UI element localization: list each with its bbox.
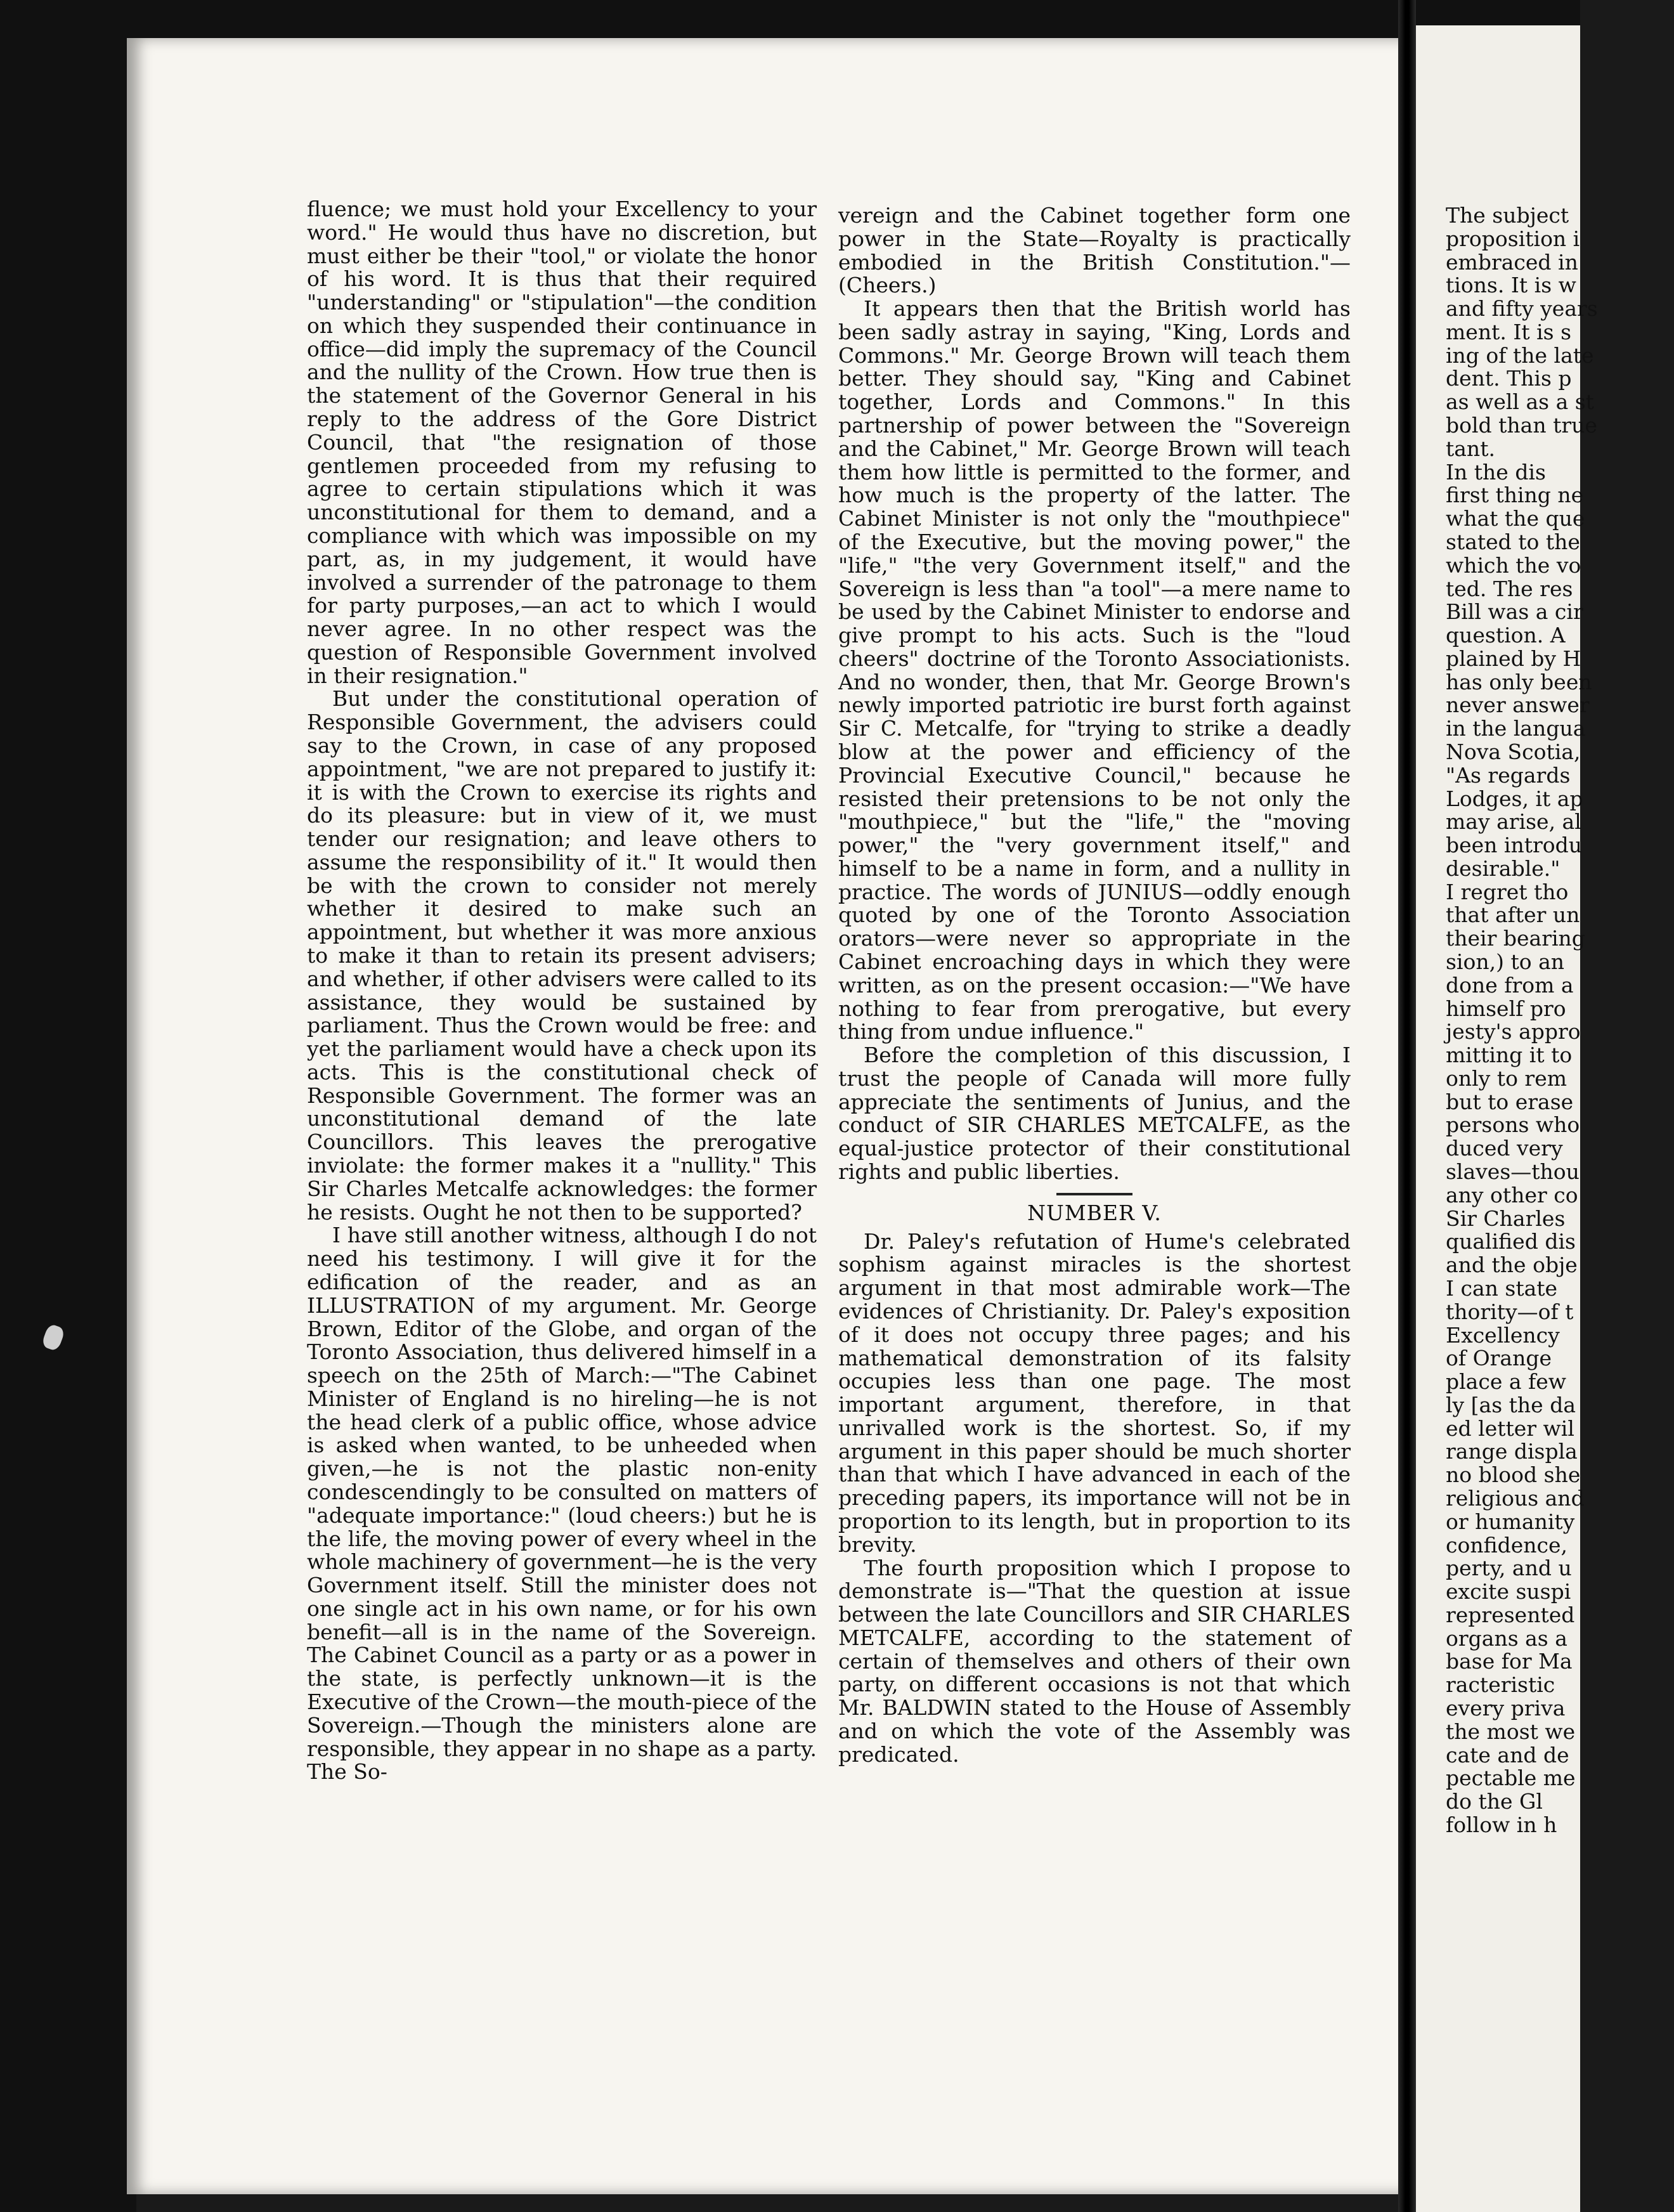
fragment-line: what the que	[1446, 506, 1585, 531]
fragment-line: duced very	[1446, 1136, 1563, 1161]
adjacent-page-column	[1446, 204, 1674, 1837]
fragment-line: as well as a st	[1446, 389, 1594, 415]
fragment-line: desirable."	[1446, 856, 1560, 881]
paragraph: Before the completion of this discussion, I trust the people of Canada will more fully appreciate the sentiments of Junius, and the conduct of SIR CHARLES METCALFE, as the equal-justice protector of their constitutional rights and public liberties.	[838, 1043, 1351, 1185]
fragment-line: of Orange	[1446, 1346, 1552, 1371]
fragment-line: racteristic	[1446, 1672, 1555, 1698]
fragment-line: every priva	[1446, 1696, 1566, 1721]
fragment-line: any other co	[1446, 1182, 1578, 1207]
fragment-line: excite suspi	[1446, 1579, 1571, 1604]
fragment-line: ted. The res	[1446, 576, 1573, 601]
fragment-line: only to rem	[1446, 1065, 1567, 1091]
fragment-line: tions. It is w	[1446, 273, 1576, 298]
fragment-line: embraced in	[1446, 249, 1578, 275]
fragment-line: religious and	[1446, 1485, 1585, 1511]
fragment-line: that after un	[1446, 902, 1580, 928]
fragment-line: bold than true	[1446, 413, 1597, 438]
fragment-line: cate and de	[1446, 1742, 1569, 1767]
fragment-line: question. A	[1446, 623, 1566, 648]
fragment-line: done from a	[1446, 972, 1574, 998]
fragment-line: may arise, al	[1446, 809, 1581, 835]
page-gutter	[1398, 0, 1416, 2212]
fragment-line: mitting it to	[1446, 1043, 1573, 1068]
paragraph: vereign and the Cabinet together form one power in the State—Royalty is practically embodied in the British Constitution."—(Cheers.)	[838, 203, 1351, 298]
scan-left-border	[0, 0, 136, 2212]
fragment-line: and fifty years	[1446, 296, 1598, 322]
fragment-line: follow in h	[1446, 1812, 1557, 1837]
fragment-line: confidence,	[1446, 1532, 1568, 1558]
fragment-line: never answer	[1446, 693, 1590, 718]
fragment-line: range displa	[1446, 1439, 1578, 1464]
fragment-line: Lodges, it ap	[1446, 786, 1583, 811]
fragment-line: in the langua	[1446, 716, 1586, 741]
paragraph: It appears then that the British world has been sadly astray in saying, "King, Lords and Commons." Mr. George Brown will teach them better. They should say, "King and Cabinet together, Lords and Commons." In this partnership of power between the "Sovereign and the Cabinet," Mr. George Brown will teach them how little is permitted to the former, and how much is the property of the latter. The Cabinet Minister is not only the "mouthpiece" of the Executive, but the moving power," the "life," "the very Government itself," and the Sovereign is less than "a tool"—a mere name to be used by the Cabinet Minister to endorse and give prompt to his acts. Such is the "loud cheers" doctrine of the Toronto Associationists. And no wonder, then, that Mr. George Brown's newly imported patriotic ire burst forth against Sir C. Metcalfe, for "trying to strike a deadly blow at the power and efficiency of the Provincial Executive Council," because he resisted their pretensions to be not only the "mouthpiece," but the "life," the "moving power," the "very government itself," and himself to be a name in form, and a nullity in practice. The words of JUNIUS—oddly enough quoted by one of the Toronto Association orators—were never so appropriate in the Cabinet encroaching days in which they were written, as on the present occasion:—"We have nothing to fear from prerogative, but every thing from undue influence."	[838, 296, 1351, 1044]
fragment-line: ed letter wil	[1446, 1415, 1574, 1441]
fragment-line: tant.	[1446, 436, 1495, 461]
section-divider	[1056, 1193, 1132, 1195]
fragment-line: do the Gl	[1446, 1789, 1543, 1814]
fragment-line: pectable me	[1446, 1766, 1576, 1791]
fragment-line: been introdu	[1446, 833, 1583, 858]
fragment-line: The subject	[1446, 203, 1569, 228]
fragment-line: organs as a	[1446, 1625, 1567, 1651]
paragraph: I have still another witness, although I do not need his testimony. I will give it for the edification of the reader, and as an ILLUSTRATION of my argument. Mr. George Brown, Editor of the Globe, and organ of the Toronto Association, thus delivered himself in a speech on the 25th of March:—"The Cabinet Minister of England is no hireling—he is not the head clerk of a public office, whose advice is asked when wanted, to be unheeded when given,—he is not the plastic non-enity condescendingly to be consulted on matters of "adequate importance:" (loud cheers:) but he is the life, the moving power of every wheel in the whole machinery of government—he is the very Government itself. Still the minister does not one single act in his own name, or for his own benefit—all is in the name of the Sovereign. The Cabinet Council as a party or as a power in the state, is perfectly unknown—it is the Executive of the Crown—the mouth-piece of the Sovereign.—Though the ministers alone are responsible, they appear in no shape as a party. The So-	[307, 1223, 817, 1785]
fragment-line: thority—of t	[1446, 1299, 1574, 1324]
fragment-line: persons who	[1446, 1112, 1580, 1138]
fragment-line: Nova Scotia,	[1446, 739, 1581, 764]
fragment-line: Excellency	[1446, 1322, 1560, 1348]
fragment-line: or humanity	[1446, 1509, 1575, 1534]
fragment-line: qualified dis	[1446, 1229, 1576, 1254]
fragment-line: no blood she	[1446, 1462, 1581, 1488]
fragment-line: In the dis	[1446, 459, 1546, 485]
fragment-line: himself pro	[1446, 996, 1566, 1021]
fragment-line: first thing ne	[1446, 483, 1584, 508]
fragment-line: ly [as the da	[1446, 1392, 1576, 1417]
fragment-line: slaves—thou	[1446, 1159, 1580, 1185]
fragment-line: the most we	[1446, 1719, 1576, 1744]
left-column	[307, 198, 817, 1784]
fragment-line: plained by H	[1446, 646, 1581, 671]
paragraph: The fourth proposition which I propose to demonstrate is—"That the question at issue between the late Councillors and SIR CHARLES METCALFE, according to the statement of certain of themselves and others of their own party, on different occasions is not that which Mr. BALDWIN stated to the House of Assembly and on which the vote of the Assembly was predicated.	[838, 1555, 1351, 1767]
paragraph: Dr. Paley's refutation of Hume's celebrated sophism against miracles is the shortest argument in that most admirable work—The evidences of Christianity. Dr. Paley's exposition of it does not occupy three pages; and his mathematical demonstration of its falsity occupies less than one page. The most important argument, therefore, in that unrivalled work is the shortest. So, if my argument in this paper should be much shorter than that which I have advanced in each of the preceding papers, its importance will not be in proportion to its length, but in proportion to its brevity.	[838, 1228, 1351, 1557]
fragment-line: sion,) to an	[1446, 949, 1565, 974]
fragment-line: Bill was a cir	[1446, 599, 1583, 625]
fragment-line: their bearing	[1446, 926, 1585, 951]
fragment-line: proposition i	[1446, 226, 1580, 251]
fragment-line: place a few	[1446, 1369, 1567, 1395]
fragment-line: represented	[1446, 1602, 1575, 1627]
fragment-line: "As regards	[1446, 762, 1571, 788]
fragment-line: Sir Charles	[1446, 1206, 1566, 1231]
fragment-line: perty, and u	[1446, 1556, 1572, 1581]
fragment-line: I regret tho	[1446, 879, 1569, 904]
fragment-line: has only been	[1446, 669, 1592, 694]
paragraph: fluence; we must hold your Excellency to your word." He would thus have no discretion, but must either be their "tool," or violate the honor of his word. It is thus that their required "understanding" or "stipulation"—the condition on which they suspended their continuance in office—did imply the supremacy of the Council and the nullity of the Crown. How true then is the statement of the Governor General in his reply to the address of the Gore District Council, that "the resignation of those gentlemen proceeded from my refusing to agree to certain stipulations which it was unconstitutional for them to demand, and a compliance with which was impossible on my part, as, in my judgement, it would have involved a surrender of the patronage to them for party purposes,—an act to which I would never agree. In no other respect was the question of Responsible Government involved in their resignation."	[307, 197, 817, 688]
fragment-line: which the vo	[1446, 552, 1581, 578]
fragment-line: I can state	[1446, 1275, 1558, 1301]
fragment-line: but to erase	[1446, 1089, 1574, 1114]
fragment-line: stated to the	[1446, 529, 1580, 554]
fragment-line: ing of the late	[1446, 342, 1594, 368]
right-column	[838, 204, 1351, 1767]
fragment-line: and the obje	[1446, 1252, 1578, 1278]
fragment-line: base for Ma	[1446, 1649, 1573, 1674]
fragment-line: jesty's appro	[1446, 1019, 1581, 1044]
paragraph: But under the constitutional operation of Responsible Government, the advisers could say to the Crown, in case of any proposed appointment, "we are not prepared to justify it: it is with the Crown to exercise its rights and do its pleasure: but in view of it, we must tender our resignation; and leave others to assume the responsibility of it." It would then be with the crown to consider not merely whether it desired to make such an appointment, but whether it was more anxious to make it than to retain its present advisers; and whether, if other advisers were called to its assistance, they would be sustained by parliament. Thus the Crown would be free: and yet the parliament would have a check upon its acts. This is the constitutional check of Responsible Government. The former was an unconstitutional demand of the late Councillors. This leaves the prerogative inviolate: the former makes it a "nullity." This Sir Charles Metcalfe acknowledges: the former he resists. Ought he not then to be supported?	[307, 686, 817, 1225]
fragment-line: ment. It is s	[1446, 319, 1572, 344]
fragment-line: dent. This p	[1446, 366, 1572, 391]
section-heading: NUMBER V.	[1027, 1200, 1162, 1225]
